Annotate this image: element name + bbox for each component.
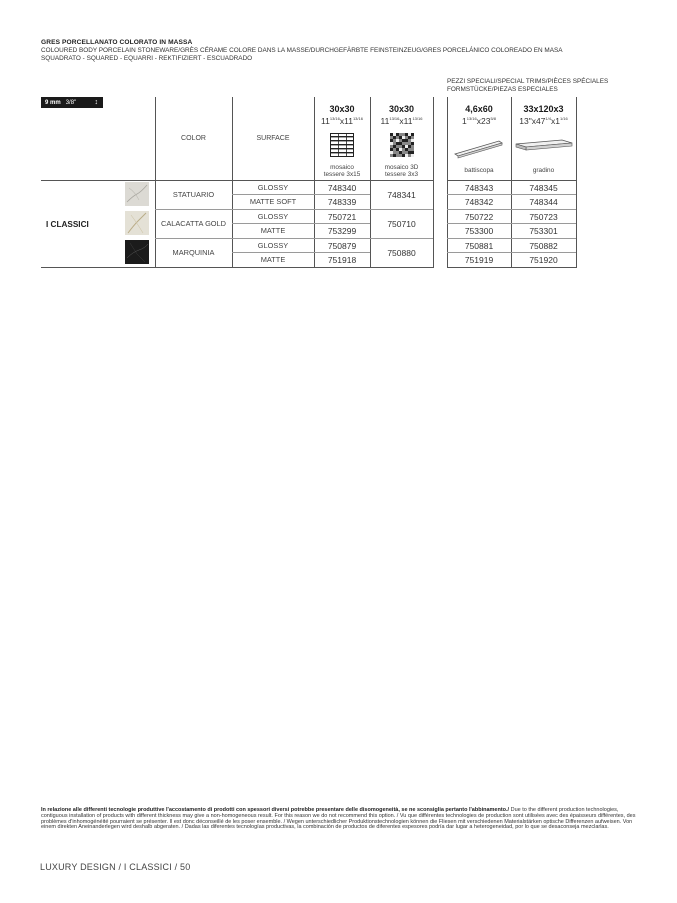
table-rule	[41, 180, 433, 181]
table-cell-code: 753301	[529, 226, 558, 236]
color-statuario: STATUARIO	[172, 190, 215, 199]
table-cell-surface: MATTE SOFT	[249, 197, 297, 206]
table-cell-code: 750879	[327, 241, 357, 251]
color-marquinia: MARQUINIA	[172, 248, 215, 257]
table-rule	[447, 267, 576, 268]
table-cell-code: 753299	[327, 226, 357, 236]
header-subtitle: COLOURED BODY PORCELAIN STONEWARE/GRÈS CÉRAME COLORE DANS LA MASSE/DURCHGEFÄRBTE FEINSTEINZEUG/GRES PORCELÁNICO COLOREADO EN MASA	[41, 47, 563, 54]
size-header-mosaic-3d: 30x30 $11^{13/16}x11^{13/16}$	[380, 104, 423, 126]
page-header	[41, 39, 641, 63]
gradino-icon	[514, 138, 574, 152]
page-reference: LUXURY DESIGN / I CLASSICI / 50	[40, 862, 191, 872]
table-cell-code: 748342	[464, 197, 494, 207]
header-edge-type: SQUADRATO - SQUARED - EQUARRI - REKTIFIZIERT - ESCUADRADO	[41, 55, 253, 62]
table-cell-code: 748345	[529, 183, 558, 193]
table-cell-code-3d: 748341	[387, 190, 416, 200]
table-cell-code: 748344	[529, 197, 558, 207]
disclaimer-text: Due to the different production technologies, contiguous installation of products with different thickness may give a non-homogeneous result. For this reason we do not recommend this option. / Vu que différentes technologies de production sont utilisées avec des épaisseurs différentes, des problèmes d'inhomogénéité pourraient se présenter. Il est donc déconseillé de les poser ensemble. / Wegen unterschiedlicher Produktionstechnologien können die Fliesen mit verschiedenen Materialstärken optische Differenzen aufweisen. Von einem direkten Aneinanderlegen wird deshalb abgeraten. / Dadas las diferentes tecnologías productivas, la combinación de productos de diferentes espesores podría dar lugar a heterogeneidad, por lo que se desaconseja mezclarlas.	[41, 807, 636, 831]
battiscopa-icon	[453, 138, 505, 160]
size-header-mosaic: 30x30 $11^{13/16}x11^{13/16}$	[321, 104, 363, 126]
table-cell-code: 748339	[327, 197, 357, 207]
table-cell-code: 753300	[464, 226, 494, 236]
disclaimer	[41, 808, 638, 831]
caption-mosaic-3d: mosaico 3D tessere 3x3	[384, 164, 419, 178]
caption-battiscopa: battiscopa	[464, 167, 494, 174]
mosaic-stripes-icon	[330, 133, 354, 157]
table-cell-code: 750722	[464, 212, 494, 222]
table-cell-code: 750723	[529, 212, 558, 222]
header-title: GRES PORCELLANATO COLORATO IN MASSA	[41, 39, 193, 46]
table-divider	[576, 97, 577, 268]
table-cell-code: 751918	[327, 255, 357, 265]
size-header-gradino: 33x120x3 $13"x47^{1/4}x1^{1/16}$	[519, 104, 568, 126]
table-cell-code: 751920	[529, 255, 558, 265]
table-divider	[433, 97, 434, 268]
column-header-color: COLOR	[181, 135, 206, 142]
table-cell-code: 748340	[327, 183, 357, 193]
table-cell-code-3d: 750880	[387, 248, 416, 258]
collection-group-label: I CLASSICI	[46, 220, 89, 229]
table-cell-code: 750721	[327, 212, 357, 222]
thickness-inch: 3/8"	[65, 99, 77, 106]
table-cell-surface: MATTE	[260, 226, 286, 235]
table-rule	[41, 267, 433, 268]
swatch-marquinia	[125, 240, 149, 264]
table-cell-code: 750882	[529, 241, 558, 251]
table-cell-code-3d: 750710	[387, 219, 416, 229]
swatch-statuario	[125, 182, 149, 206]
swatch-calacatta-gold	[125, 211, 149, 235]
special-trims-heading: PEZZI SPECIALI/SPECIAL TRIMS/PIÈCES SPÉCIALES FORMSTÜCKE/PIEZAS ESPECIALES	[447, 78, 609, 93]
thickness-mm: 9 mm	[45, 99, 61, 106]
table-cell-code: 750881	[464, 241, 494, 251]
table-cell-surface: GLOSSY	[257, 241, 289, 250]
table-cell-surface: GLOSSY	[257, 212, 289, 221]
mosaic-3d-checker-icon	[390, 133, 414, 157]
disclaimer-bold: In relazione alle differenti tecnologie produttive l'accostamento di prodotti con spessori diversi potrebbe presentare delle disomogeneità, se ne sconsiglia pertanto l'abbinamento./	[41, 807, 510, 813]
caption-mosaic: mosaico tessere 3x15	[323, 164, 361, 178]
size-header-battiscopa: 4,6x60 $1^{13/16}x23^{5/8}$	[461, 104, 497, 126]
table-divider	[155, 97, 156, 268]
caption-gradino: gradino	[532, 167, 555, 174]
table-cell-surface: GLOSSY	[257, 183, 289, 192]
table-rule	[447, 180, 576, 181]
column-header-surface: SURFACE	[256, 135, 290, 142]
table-cell-surface: MATTE	[260, 255, 286, 264]
thickness-arrow-icon: ↕	[94, 99, 98, 106]
color-calacatta-gold: CALACATTA GOLD	[160, 219, 227, 228]
thickness-badge	[41, 97, 103, 108]
table-cell-code: 751919	[464, 255, 494, 265]
table-cell-code: 748343	[464, 183, 494, 193]
